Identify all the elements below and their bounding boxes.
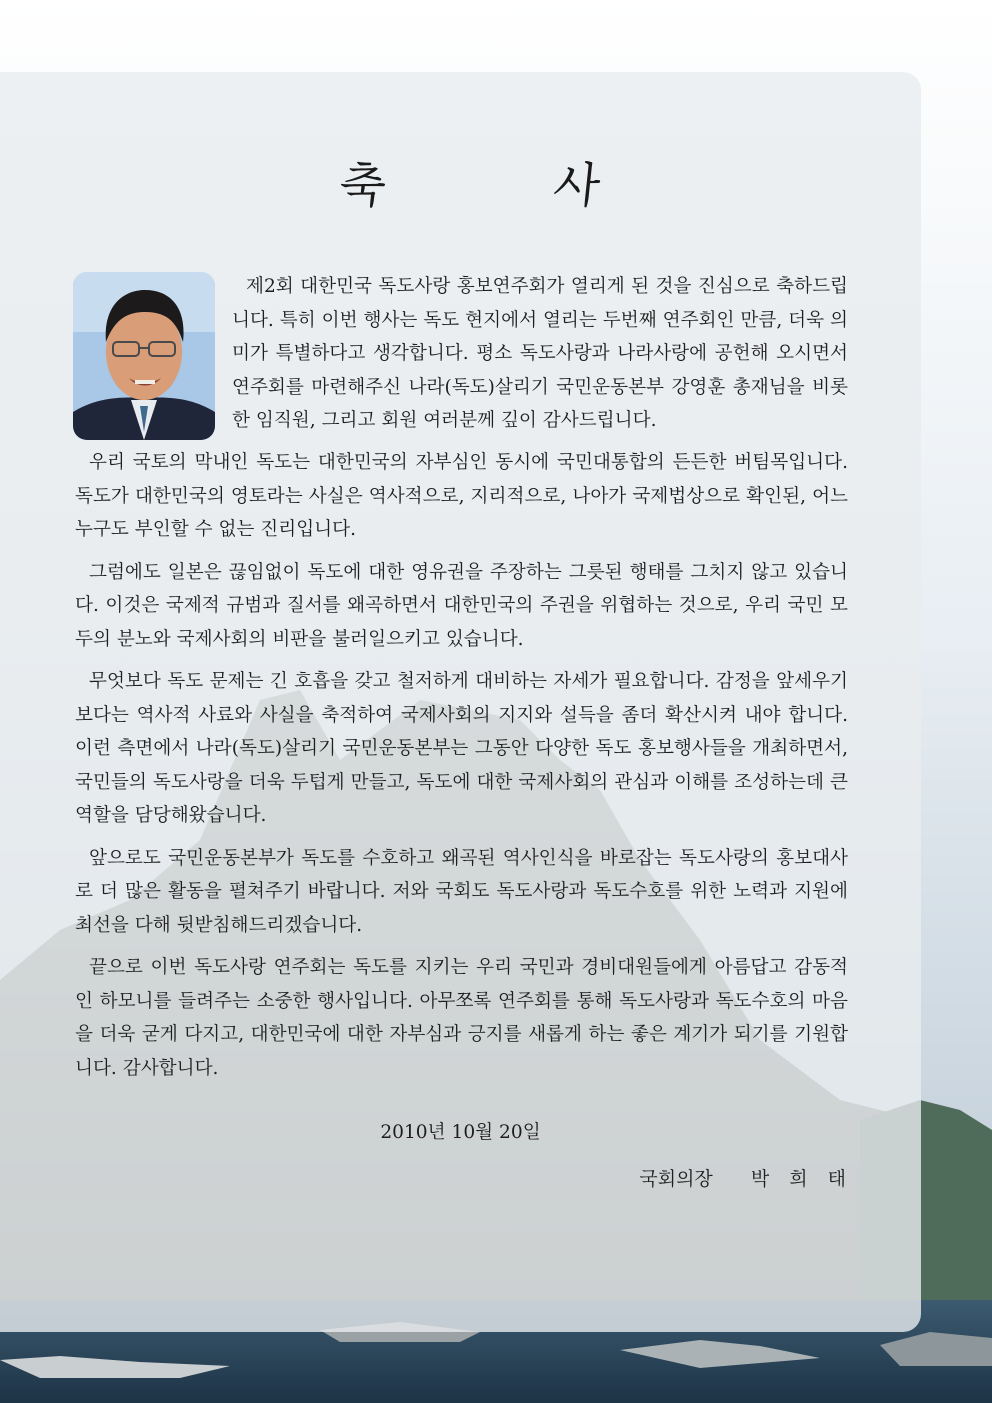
paragraph: 그럼에도 일본은 끊임없이 독도에 대한 영유권을 주장하는 그릇된 행태를 그치지 않고 있습니다. 이것은 국제적 규범과 질서를 왜곡하면서 대한민국의 주권을 위협하는 것으로, 우리 국민 모두의 분노와 국제사회의 비판을 불러일으키고 있습니다. bbox=[75, 561, 848, 650]
page-title bbox=[336, 146, 603, 216]
signature-block bbox=[639, 1164, 846, 1191]
speaker-photo bbox=[73, 272, 215, 440]
letter-date: 2010년 10월 20일 bbox=[380, 1122, 541, 1143]
letter-body bbox=[75, 446, 848, 1094]
paragraph: 앞으로도 국민운동본부가 독도를 수호하고 왜곡된 역사인식을 바로잡는 독도사랑의 홍보대사로 더 많은 활동을 펼쳐주기 바랍니다. 저와 국회도 독도사랑과 독도수호를 위한 노력과 지원에 최선을 다해 뒷받침해드리겠습니다. bbox=[75, 847, 848, 936]
title-char-1: 축 bbox=[336, 157, 389, 214]
signer-position: 국회의장 bbox=[639, 1168, 713, 1190]
title-char-2: 사 bbox=[550, 157, 603, 214]
paragraph: 끝으로 이번 독도사랑 연주회는 독도를 지키는 우리 국민과 경비대원들에게 아름답고 감동적인 하모니를 들려주는 소중한 행사입니다. 아무쪼록 연주회를 통해 독도사랑과 독도수호의 마음을 더욱 굳게 다지고, 대한민국에 대한 자부심과 긍지를 새롭게 하는 좋은 계기가 되기를 기원합니다. 감사합니다. bbox=[75, 957, 848, 1079]
signer-name-char: 희 bbox=[789, 1168, 808, 1190]
signer-name-char: 박 bbox=[750, 1168, 770, 1190]
paragraph: 무엇보다 독도 문제는 긴 호흡을 갖고 철저하게 대비하는 자세가 필요합니다. 감정을 앞세우기보다는 역사적 사료와 사실을 축적하여 국제사회의 지지와 설득을 좀더 확산시켜 내야 합니다. 이런 측면에서 나라(독도)살리기 국민운동본부는 그동안 다양한 독도 홍보행사들을 개최하면서, 국민들의 독도사랑을 더욱 두텁게 만들고, 독도에 대한 국제사회의 관심과 이해를 조성하는데 큰 역할을 담당해왔습니다. bbox=[75, 671, 848, 826]
signer-name bbox=[737, 1168, 846, 1190]
intro-paragraph: 제2회 대한민국 독도사랑 홍보연주회가 열리게 된 것을 진심으로 축하드립니다. 특히 이번 행사는 독도 현지에서 열리는 두번째 연주회인 만큼, 더욱 의미가 특별하다고 생각합니다. 평소 독도사랑과 나라사랑에 공헌해 오시면서 연주회를 마련해주신 나라(독도)살리기 국민운동본부 강영훈 총재님을 비롯한 임직원, 그리고 회원 여러분께 깊이 감사드립니다. bbox=[232, 276, 848, 431]
signer-name-char: 태 bbox=[827, 1168, 846, 1190]
paragraph: 우리 국토의 막내인 독도는 대한민국의 자부심인 동시에 국민대통합의 든든한 버팀목입니다. 독도가 대한민국의 영토라는 사실은 역사적으로, 지리적으로, 나아가 국제법상으로 확인된, 어느 누구도 부인할 수 없는 진리입니다. bbox=[75, 452, 848, 540]
